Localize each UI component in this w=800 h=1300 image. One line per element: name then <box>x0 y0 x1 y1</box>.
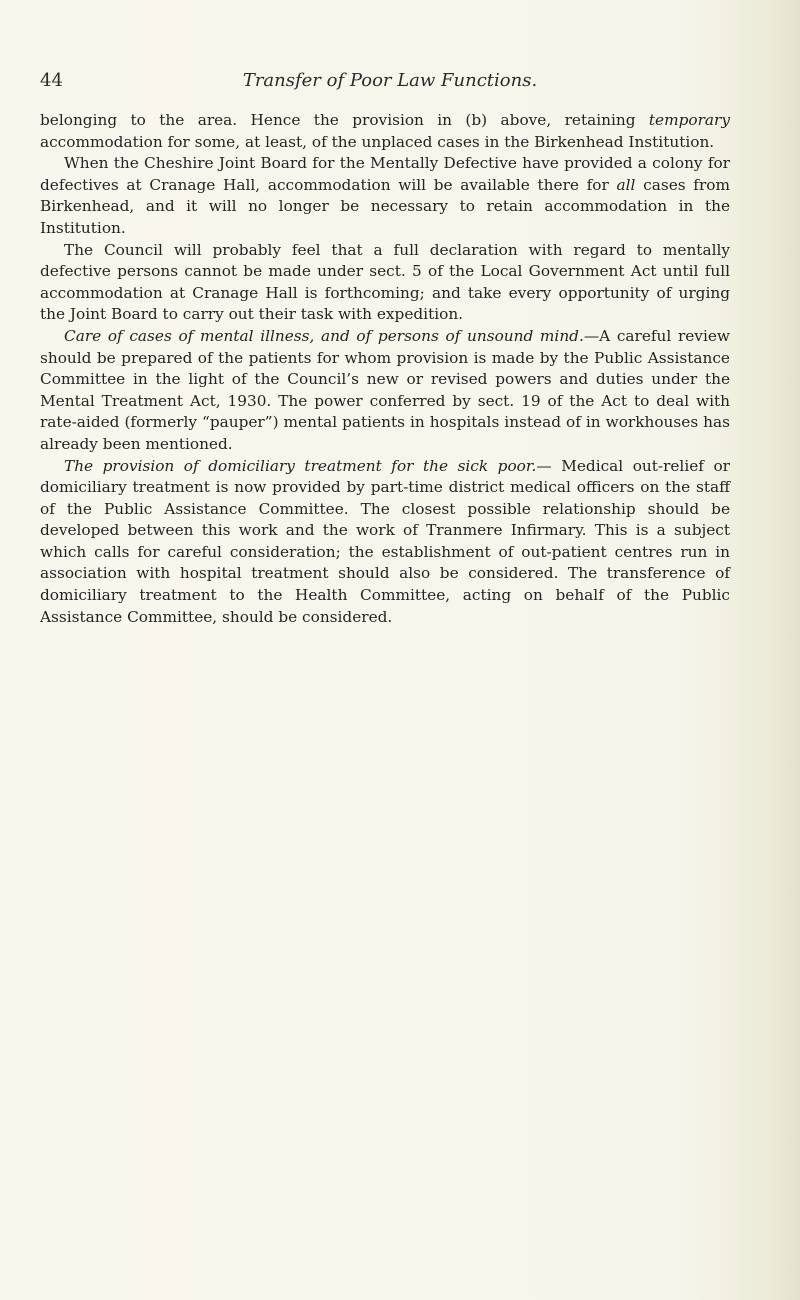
section-heading: Care of cases of mental illness, and of persons of unsound mind. <box>64 326 584 345</box>
italic-segment: all <box>616 175 636 194</box>
paragraph <box>40 153 730 239</box>
body-text <box>40 110 730 628</box>
paragraph <box>40 326 730 456</box>
paragraph <box>40 110 730 153</box>
text-segment: When the Cheshire Joint Board for the Mentally Defective have provided a colony for defectives at Cranage Hall, accommodation will be available there for <box>40 154 730 194</box>
text-segment: accommodation for some, at least, of the unplaced cases in the Birkenhead Institution. <box>40 132 715 151</box>
text-segment: The Council will probably feel that a full declaration with regard to mentally defective persons cannot be made under sect. 5 of the Local Government Act until full accommodation at Cranage Hall is forthcoming; and take every opportunity of urging the Joint Board to carry out their task with expedition. <box>40 240 730 324</box>
paragraph <box>40 456 730 629</box>
running-title: Transfer of Poor Law Functions. <box>242 70 538 91</box>
page-header <box>40 70 740 100</box>
text-segment: —A careful review should be prepared of the patients for whom provision is made by the Public Assistance Committee in the light of the Council’s new or revised powers and duties under the Mental Treatment Act, 1930. The power conferred by sect. 19 of the Act to deal with rate-aided (formerly “pauper”) mental patients in hospitals instead of in workhouses has already been mentioned. <box>40 326 730 453</box>
text-segment: belonging to the area. Hence the provision in (b) above, retaining <box>40 111 649 129</box>
text-segment: — Medical out-relief or domiciliary treatment is now provided by part-time district medical officers on the staff of the Public Assistance Committee. The closest possible relationship should be developed between this work and the work of Tranmere Infirmary. This is a subject which calls for careful consideration; the establishment of out-patient centres run in association with hospital treatment should also be considered. The transference of domiciliary treatment to the Health Committee, acting on behalf of the Public Assistance Committee, should be considered. <box>40 456 730 626</box>
page-number: 44 <box>40 70 63 91</box>
italic-segment: temporary <box>648 111 730 129</box>
text-segment: cases from Birkenhead, and it will no longer be necessary to retain accommodation in the Institution. <box>40 175 730 237</box>
section-heading: The provision of domiciliary treatment for the sick poor. <box>64 456 537 475</box>
paragraph <box>40 240 730 326</box>
